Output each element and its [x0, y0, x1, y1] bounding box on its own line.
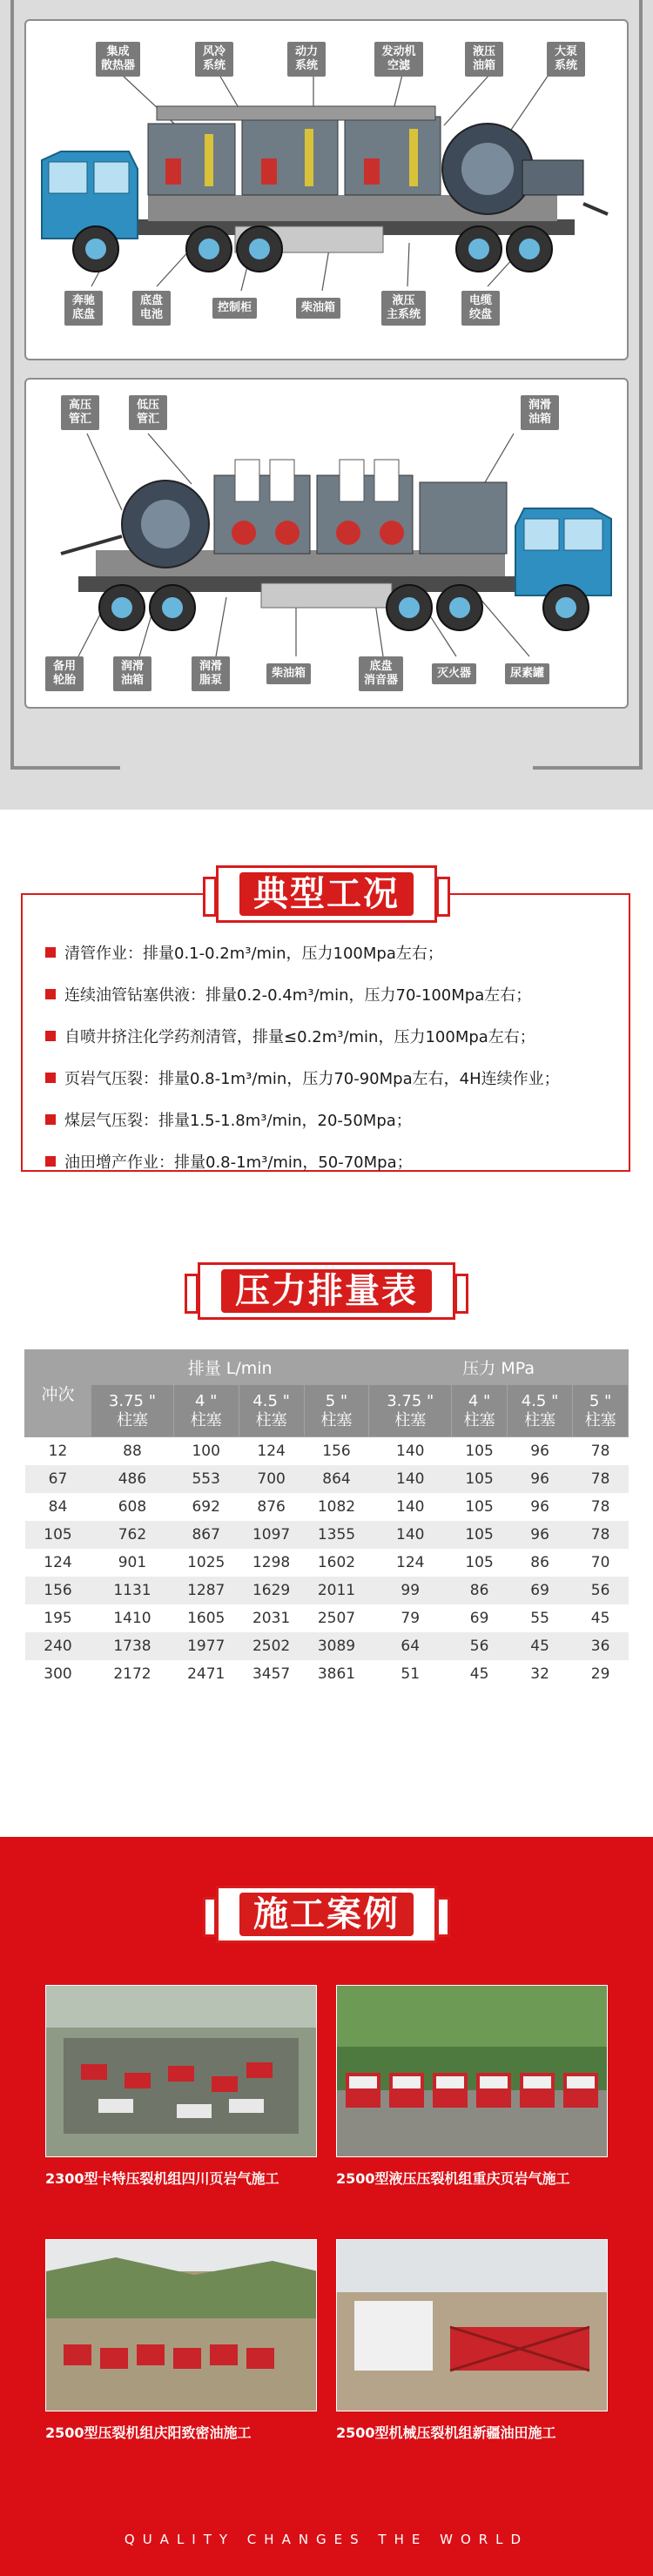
- table-cell: 79: [369, 1604, 452, 1632]
- table-cell: 32: [507, 1660, 572, 1688]
- column-header-plunger: 4 " 柱塞: [452, 1385, 508, 1437]
- condition-item: 连续油管钻塞供液：排量0.2-0.4m³/min，压力70-100Mpa左右；: [45, 973, 620, 1015]
- group-header-pressure: 压力 MPa: [369, 1350, 629, 1385]
- table-cell: 124: [369, 1549, 452, 1577]
- table-cell: 78: [573, 1521, 629, 1549]
- table-cell: 1082: [304, 1493, 369, 1521]
- table-cell: 300: [25, 1660, 91, 1688]
- case-photo-qingyang: [45, 2239, 317, 2411]
- table-cell: 86: [507, 1549, 572, 1577]
- part-label-fire-extinguisher: 灭火器: [432, 663, 476, 684]
- table-cell: 608: [91, 1493, 174, 1521]
- table-row: [25, 1604, 629, 1632]
- table-title: 压力排量表: [221, 1269, 432, 1313]
- table-cell: 124: [239, 1437, 304, 1465]
- table-cell: 901: [91, 1549, 174, 1577]
- case-photo-chongqing: [336, 1985, 608, 2157]
- cases-heading: [216, 1886, 437, 1943]
- table-cell: 140: [369, 1493, 452, 1521]
- pressure-table-section: [0, 1245, 653, 1837]
- case-photo-sichuan: [45, 1985, 317, 2157]
- construction-cases-section: [0, 1837, 653, 2576]
- conditions-panel: [21, 893, 630, 1172]
- conditions-list: [45, 932, 620, 1182]
- table-cell: 84: [25, 1493, 91, 1521]
- part-label-chassis-muffler: 底盘 消音器: [359, 656, 403, 691]
- part-label-diesel-tank-bottom: 柴油箱: [266, 663, 311, 684]
- part-label-urea-tank: 尿素罐: [505, 663, 549, 684]
- column-header-plunger: 3.75 " 柱塞: [369, 1385, 452, 1437]
- part-label-air-cooling: 风冷 系统: [195, 42, 233, 77]
- part-label-hydraulic-main: 液压 主系统: [381, 291, 426, 326]
- table-cell: 762: [91, 1521, 174, 1549]
- table-cell: 88: [91, 1437, 174, 1465]
- conditions-heading: [216, 865, 437, 923]
- condition-item: 煤层气压裂：排量1.5-1.8m³/min，20-50Mpa；: [45, 1099, 620, 1140]
- case-card: [336, 1985, 608, 2188]
- table-row: [25, 1577, 629, 1604]
- part-label-engine-air-filter: 发动机 空滤: [374, 42, 423, 77]
- table-cell: 36: [573, 1632, 629, 1660]
- table-cell: 2011: [304, 1577, 369, 1604]
- table-cell: 105: [452, 1465, 508, 1493]
- table-cell: 12: [25, 1437, 91, 1465]
- table-row: [25, 1549, 629, 1577]
- part-label-main-pump: 大泵 系统: [547, 42, 585, 77]
- bullet-square-icon: [45, 947, 56, 958]
- condition-item: 清管作业：排量0.1-0.2m³/min，压力100Mpa左右；: [45, 932, 620, 973]
- case-card: [45, 1985, 317, 2188]
- table-row: [25, 1493, 629, 1521]
- table-cell: 140: [369, 1437, 452, 1465]
- table-cell: 45: [507, 1632, 572, 1660]
- table-cell: 64: [369, 1632, 452, 1660]
- table-cell: 1977: [173, 1632, 239, 1660]
- condition-item: 自喷井挤注化学药剂清管，排量≤0.2m³/min，压力100Mpa左右；: [45, 1015, 620, 1057]
- table-cell: 105: [452, 1549, 508, 1577]
- table-cell: 55: [507, 1604, 572, 1632]
- condition-item: 页岩气压裂：排量0.8-1m³/min，压力70-90Mpa左右，4H连续作业；: [45, 1057, 620, 1099]
- typical-conditions-section: [0, 810, 653, 1245]
- table-cell: 240: [25, 1632, 91, 1660]
- frame-rail-bottom-left: [10, 766, 120, 770]
- part-label-diesel-tank: 柴油箱: [296, 298, 340, 319]
- table-cell: 29: [573, 1660, 629, 1688]
- table-cell: 140: [369, 1465, 452, 1493]
- table-cell: 1131: [91, 1577, 174, 1604]
- table-cell: 70: [573, 1549, 629, 1577]
- part-label-lube-tank-top: 润滑 油箱: [521, 395, 559, 430]
- column-header-plunger: 5 " 柱塞: [573, 1385, 629, 1437]
- table-cell: 2031: [239, 1604, 304, 1632]
- table-body: [25, 1437, 629, 1688]
- frame-rail-bottom-right: [533, 766, 643, 770]
- column-header-plunger: 5 " 柱塞: [304, 1385, 369, 1437]
- table-row: [25, 1437, 629, 1465]
- column-header-plunger: 4.5 " 柱塞: [507, 1385, 572, 1437]
- case-photo-xinjiang: [336, 2239, 608, 2411]
- table-cell: 96: [507, 1465, 572, 1493]
- frame-rail-left: [10, 0, 14, 766]
- frame-rail-right: [639, 0, 643, 766]
- table-cell: 486: [91, 1465, 174, 1493]
- part-label-control-cabinet: 控制柜: [212, 298, 257, 319]
- table-row: [25, 1465, 629, 1493]
- table-cell: 140: [369, 1521, 452, 1549]
- table-cell: 700: [239, 1465, 304, 1493]
- table-cell: 692: [173, 1493, 239, 1521]
- part-label-radiator: 集成 散热器: [96, 42, 140, 77]
- column-header-plunger: 3.75 " 柱塞: [91, 1385, 174, 1437]
- table-cell: 105: [452, 1437, 508, 1465]
- part-label-low-pressure-manifold: 低压 管汇: [129, 395, 167, 430]
- table-cell: 2471: [173, 1660, 239, 1688]
- case-caption: 2500型液压压裂机组重庆页岩气施工: [336, 2170, 570, 2187]
- table-cell: 156: [304, 1437, 369, 1465]
- table-cell: 124: [25, 1549, 91, 1577]
- part-label-benz-chassis: 奔驰 底盘: [64, 291, 103, 326]
- table-cell: 1738: [91, 1632, 174, 1660]
- table-cell: 2172: [91, 1660, 174, 1688]
- group-header-displacement: 排量 L/min: [91, 1350, 369, 1385]
- table-cell: 3089: [304, 1632, 369, 1660]
- table-cell: 67: [25, 1465, 91, 1493]
- case-caption: 2300型卡特压裂机组四川页岩气施工: [45, 2170, 279, 2187]
- case-card: [45, 2239, 317, 2442]
- sub-header-row: [25, 1385, 629, 1437]
- conditions-title: 典型工况: [239, 872, 414, 916]
- table-cell: 45: [452, 1660, 508, 1688]
- column-header-strokes: 冲次: [25, 1350, 91, 1437]
- table-cell: 69: [507, 1577, 572, 1604]
- table-cell: 1410: [91, 1604, 174, 1632]
- table-cell: 96: [507, 1493, 572, 1521]
- table-cell: 3861: [304, 1660, 369, 1688]
- table-cell: 56: [573, 1577, 629, 1604]
- table-cell: 1602: [304, 1549, 369, 1577]
- table-cell: 867: [173, 1521, 239, 1549]
- table-cell: 1355: [304, 1521, 369, 1549]
- equipment-diagram-section: [0, 0, 653, 810]
- table-cell: 105: [25, 1521, 91, 1549]
- table-cell: 78: [573, 1493, 629, 1521]
- table-cell: 69: [452, 1604, 508, 1632]
- table-cell: 553: [173, 1465, 239, 1493]
- table-cell: 1025: [173, 1549, 239, 1577]
- table-cell: 78: [573, 1437, 629, 1465]
- table-cell: 1287: [173, 1577, 239, 1604]
- column-header-plunger: 4.5 " 柱塞: [239, 1385, 304, 1437]
- cases-title: 施工案例: [239, 1893, 414, 1936]
- case-caption: 2500型压裂机组庆阳致密油施工: [45, 2425, 252, 2441]
- truck-diagram-top: [24, 19, 629, 360]
- condition-item: 油田增产作业：排量0.8-1m³/min，50-70Mpa；: [45, 1140, 620, 1182]
- table-cell: 876: [239, 1493, 304, 1521]
- table-cell: 1097: [239, 1521, 304, 1549]
- case-card: [336, 2239, 608, 2442]
- part-label-hydraulic-tank: 液压 油箱: [465, 42, 503, 77]
- truck-diagram-bottom: [24, 378, 629, 709]
- bullet-square-icon: [45, 1114, 56, 1125]
- case-caption: 2500型机械压裂机组新疆油田施工: [336, 2425, 556, 2441]
- table-row: [25, 1632, 629, 1660]
- table-row: [25, 1660, 629, 1688]
- part-label-spare-tire: 备用 轮胎: [45, 656, 84, 691]
- table-cell: 105: [452, 1521, 508, 1549]
- bullet-square-icon: [45, 1073, 56, 1083]
- part-label-high-pressure-manifold: 高压 管汇: [61, 395, 99, 430]
- table-cell: 2507: [304, 1604, 369, 1632]
- table-cell: 100: [173, 1437, 239, 1465]
- table-cell: 195: [25, 1604, 91, 1632]
- bullet-square-icon: [45, 1156, 56, 1167]
- table-cell: 86: [452, 1577, 508, 1604]
- table-cell: 1629: [239, 1577, 304, 1604]
- table-cell: 45: [573, 1604, 629, 1632]
- part-label-cable-winch: 电缆 绞盘: [461, 291, 500, 326]
- part-label-power-system: 动力 系统: [287, 42, 326, 77]
- table-cell: 2502: [239, 1632, 304, 1660]
- table-cell: 78: [573, 1465, 629, 1493]
- part-label-grease-pump: 润滑 脂泵: [192, 656, 230, 691]
- table-cell: 51: [369, 1660, 452, 1688]
- table-cell: 864: [304, 1465, 369, 1493]
- table-cell: 99: [369, 1577, 452, 1604]
- part-label-chassis-battery: 底盘 电池: [132, 291, 171, 326]
- bullet-square-icon: [45, 1031, 56, 1041]
- brand-slogan: QUALITY CHANGES THE WORLD: [124, 2532, 529, 2547]
- table-cell: 1298: [239, 1549, 304, 1577]
- table-heading: [198, 1262, 455, 1320]
- table-row: [25, 1521, 629, 1549]
- part-label-lube-tank-bottom: 润滑 油箱: [113, 656, 151, 691]
- table-cell: 1605: [173, 1604, 239, 1632]
- table-cell: 96: [507, 1437, 572, 1465]
- bullet-square-icon: [45, 989, 56, 999]
- column-header-plunger: 4 " 柱塞: [173, 1385, 239, 1437]
- table-cell: 105: [452, 1493, 508, 1521]
- table-cell: 3457: [239, 1660, 304, 1688]
- pressure-displacement-table: [24, 1349, 629, 1688]
- table-cell: 156: [25, 1577, 91, 1604]
- table-cell: 96: [507, 1521, 572, 1549]
- table-cell: 56: [452, 1632, 508, 1660]
